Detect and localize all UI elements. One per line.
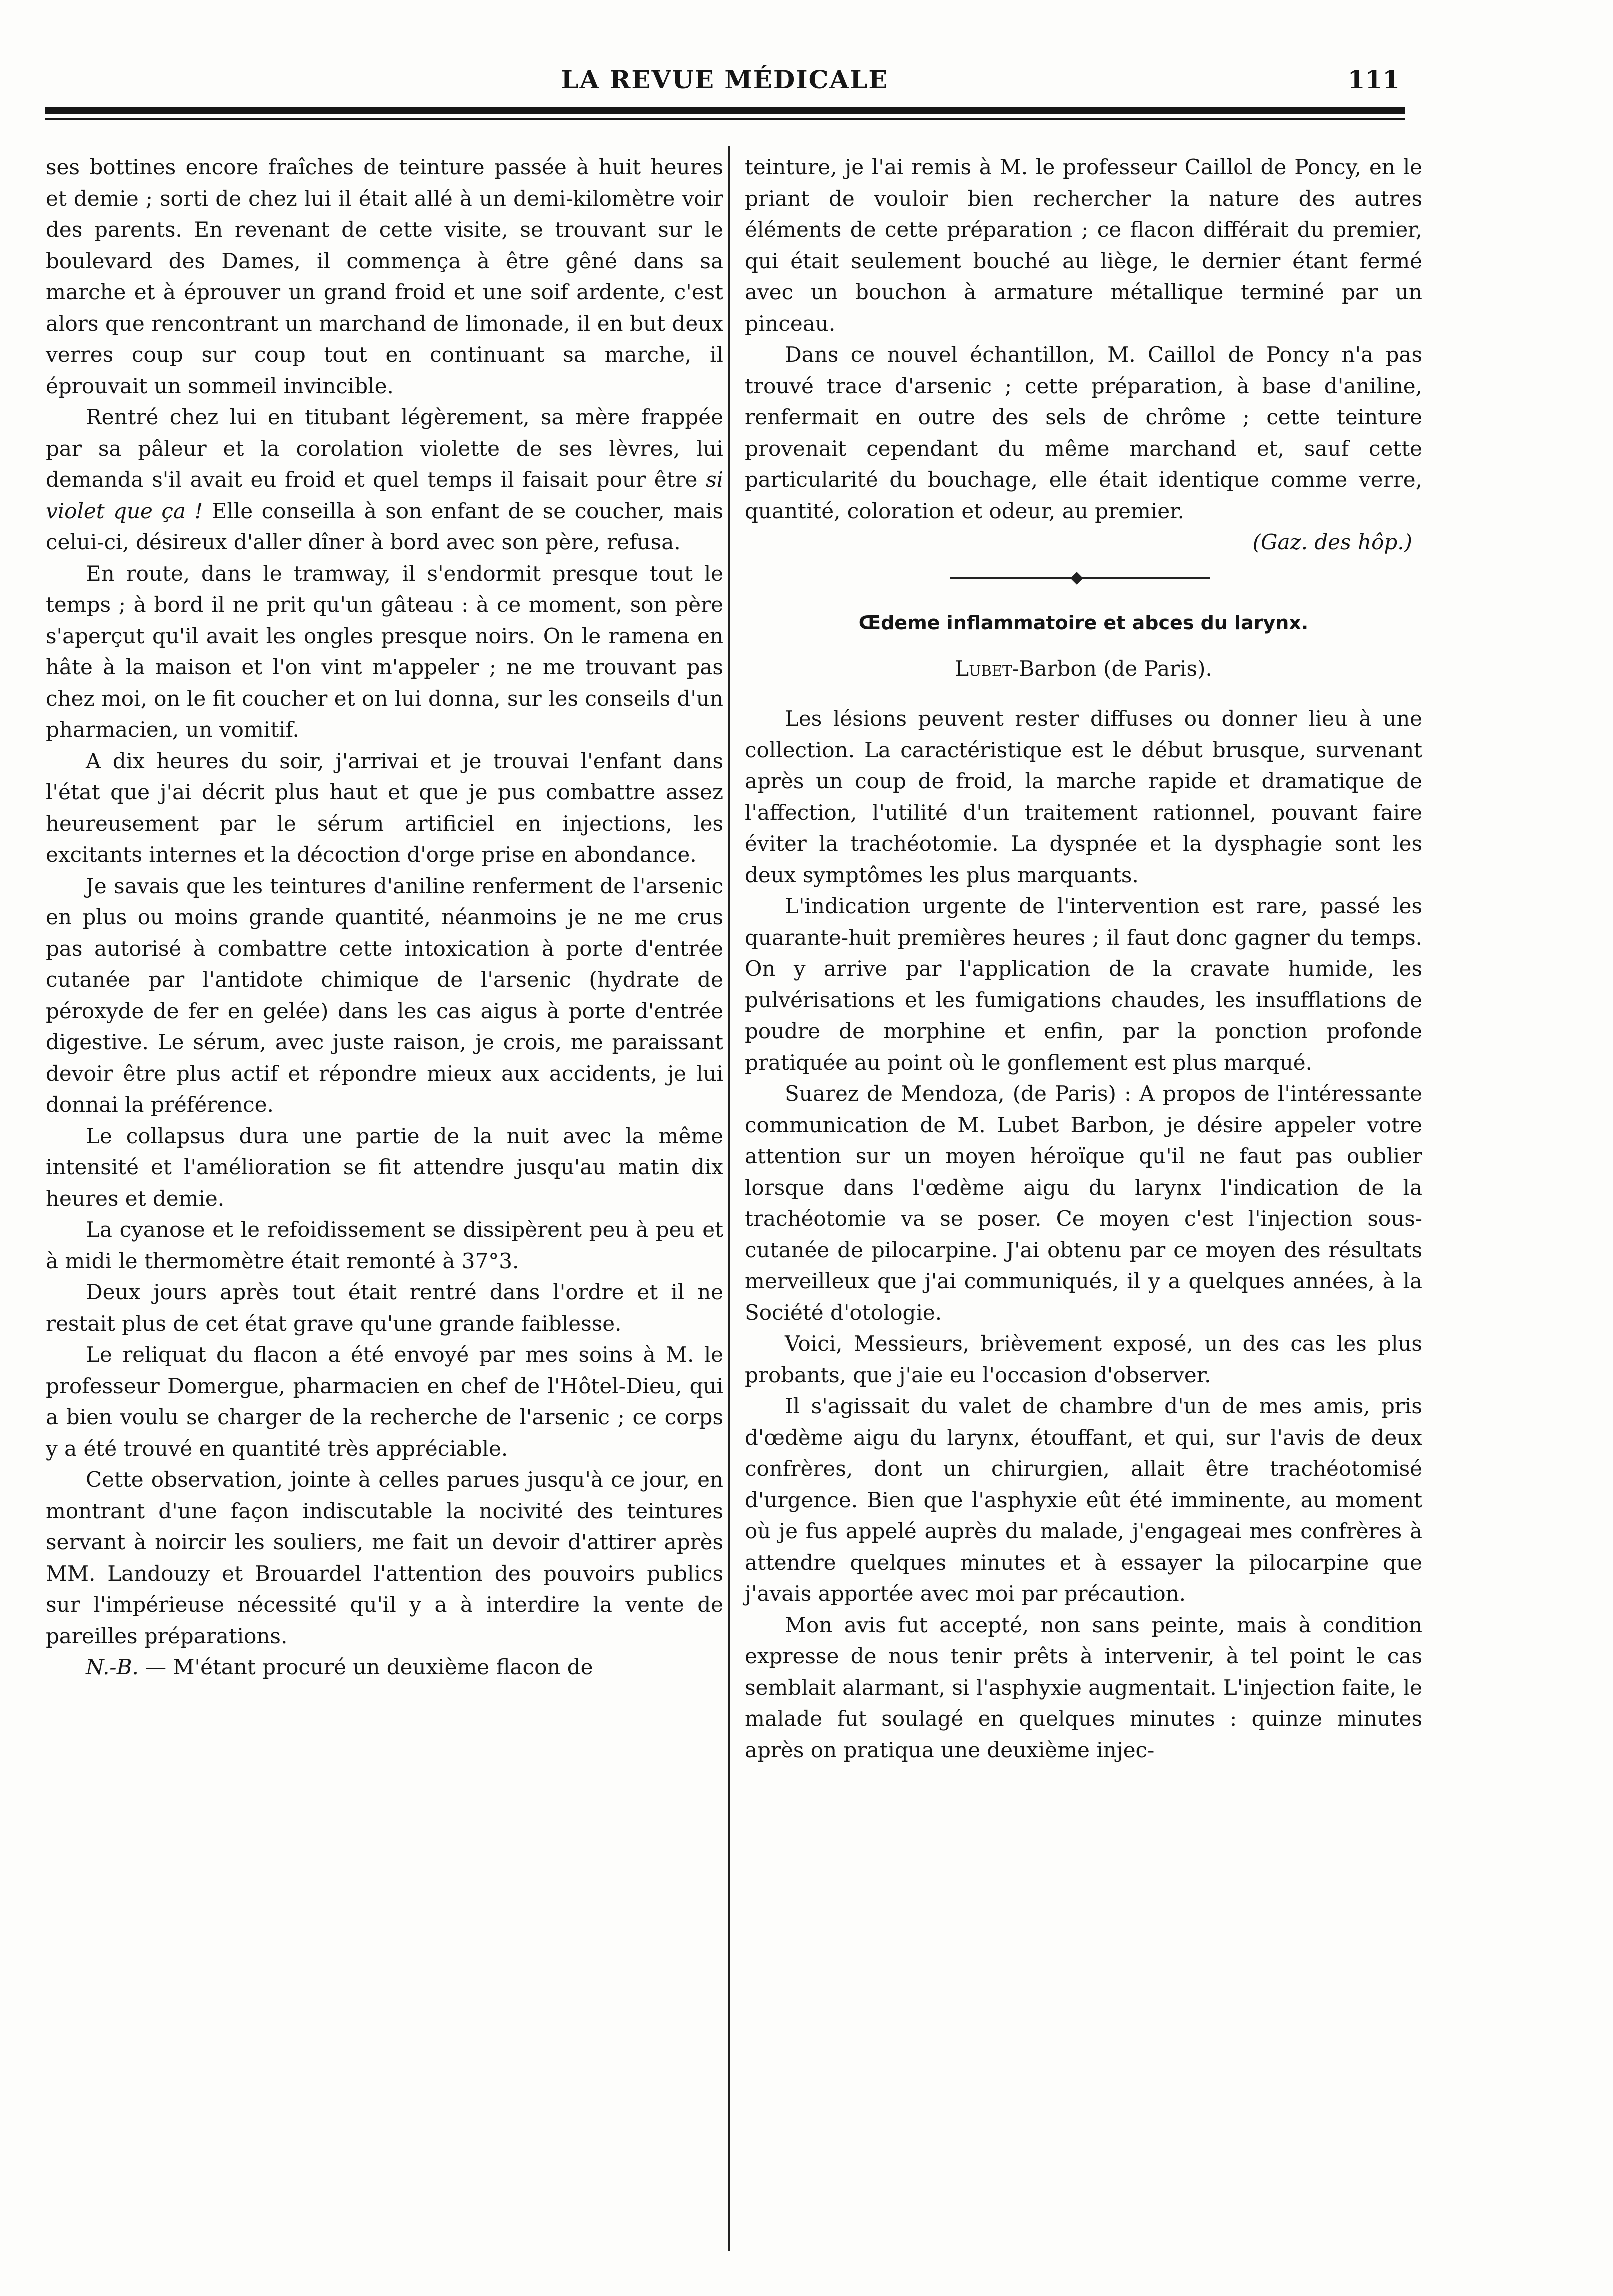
citation: (Gaz. des hôp.) (1252, 530, 1412, 554)
paragraph: ses bottines encore fraîches de teinture passée à huit heures et demie ; sorti de chez lui il était allé à un demi-kilomètre voir des parents. En revenant de cette visite, se trouvant sur le boulevard des Dames, il commença à être gêné dans sa marche et à éprouver un grand froid et une soif ardente, c'est alors que rencontrant un marchand de limonade, il en but deux verres coup sur coup tout en continuant sa marche, il éprouvait un sommeil invincible. (46, 155, 724, 398)
nb-label: N.-B. (86, 1655, 139, 1680)
paragraph: Cette observation, jointe à celles parues jusqu'à ce jour, en montrant d'une façon indiscutable la nocivité des teintures servant à noircir les souliers, me fait un devoir d'attirer après MM. Landouzy et Brouardel l'attention des pouvoirs publics sur l'impérieuse nécessité qu'il y a à interdire la vente de pareilles préparations. (46, 1468, 724, 1648)
nb-paragraph: N.-B. — M'étant procuré un deuxième flacon de (86, 1655, 594, 1680)
article-title: Œdeme inflammatoire et abces du larynx. (858, 612, 1309, 634)
paragraph: Rentré chez lui en titubant légèrement, sa mère frappée par sa pâleur et la corolation violette de ses lèvres, lui demanda s'il avait eu froid et quel temps il faisait pour être si violet que ça ! Elle conseilla à son enfant de se coucher, mais celui-ci, désireux d'aller dîner à bord avec son père, refusa. (46, 405, 724, 554)
paragraph: Je savais que les teintures d'aniline renferment de l'arsenic en plus ou moins grande quantité, néanmoins je ne me crus pas autorisé à combattre cette intoxication à porte d'entrée cutanée par l'antidote chimique de l'arsenic (hydrate de péroxyde de fer en gelée) dans les cas aigus à porte d'entrée digestive. Le sérum, avec juste raison, je crois, me paraissant devoir être plus actif et répondre mieux aux accidents, je lui donnai la préférence. (46, 874, 724, 1117)
italic-quote: si violet que ça ! (46, 468, 724, 524)
header-rule-thick (45, 107, 1405, 114)
journal-title: LA REVUE MÉDICALE (561, 65, 889, 94)
page-number: 111 (1348, 65, 1400, 94)
running-header (45, 59, 1405, 104)
paragraph: Le collapsus dura une partie de la nuit avec la même intensité et l'amélioration se fit attendre jusqu'au matin dix heures et demie. (46, 1124, 724, 1211)
column-divider (728, 146, 730, 2251)
right-column (745, 152, 1422, 1766)
header-rule-thin (45, 118, 1405, 120)
paragraph: Deux jours après tout était rentré dans l'ordre et il ne restait plus de cet état grave qu'une grande faiblesse. (46, 1280, 724, 1336)
article-author: Lubet-Barbon (de Paris). (955, 656, 1212, 681)
paragraph: A dix heures du soir, j'arrivai et je trouvai l'enfant dans l'état que j'ai décrit plus haut et que je pus combattre assez heureusement par le sérum artificiel en injections, les excitants internes et la décoction d'orge prise en abondance. (46, 748, 724, 867)
paragraph: Suarez de Mendoza, (de Paris) : A propos de l'intéressante communication de M. Lubet Barbon, je désire appeler votre attention sur un moyen héroïque qu'il ne faut pas oublier lorsque dans l'œdème aigu du larynx l'indication de la trachéotomie va se poser. Ce moyen c'est l'injection sous-cutanée de pilocarpine. J'ai obtenu par ce moyen des résultats merveilleux que j'ai communiqués, il y a quelques années, à la Société d'otologie. (745, 1082, 1422, 1325)
paragraph: teinture, je l'ai remis à M. le professeur Caillol de Poncy, en le priant de vouloir bien rechercher la nature des autres éléments de cette préparation ; ce flacon différait du premier, qui était seulement bouché au liège, le dernier étant fermé avec un bouchon à armature métallique terminé par un pinceau. (745, 155, 1422, 336)
paragraph: Voici, Messieurs, brièvement exposé, un des cas les plus probants, que j'aie eu l'occasion d'observer. (745, 1332, 1422, 1388)
left-column (46, 152, 724, 1684)
paragraph: L'indication urgente de l'intervention est rare, passé les quarante-huit premières heures ; il faut donc gagner du temps. On y arrive par l'application de la cravate humide, les pulvérisations et les fumigations chaudes, les insufflations de poudre de morphine et enfin, par la ponction profonde pratiquée au point où le gonflement est plus marqué. (745, 894, 1422, 1075)
section-separator (745, 558, 1422, 604)
paragraph: Il s'agissait du valet de chambre d'un de mes amis, pris d'œdème aigu du larynx, étouffant, et qui, sur l'avis de deux confrères, dont un chirurgien, allait être trachéotomisé d'urgence. Bien que l'asphyxie eût été imminente, au moment où je fus appelé auprès du malade, j'engageai mes confrères à attendre quelques minutes et à essayer la pilocarpine que j'avais apportée avec moi par précaution. (745, 1394, 1422, 1606)
paragraph: En route, dans le tramway, il s'endormit presque tout le temps ; à bord il ne prit qu'un gâteau : à ce moment, son père s'aperçut qu'il avait les ongles presque noirs. On le ramena en hâte à la maison et l'on vint m'appeler ; ne me trouvant pas chez moi, on le fit coucher et on lui donna, sur les conseils d'un pharmacien, un vomitif. (46, 561, 724, 742)
paragraph: Dans ce nouvel échantillon, M. Caillol de Poncy n'a pas trouvé trace d'arsenic ; cette préparation, à base d'aniline, renfermait en outre des sels de chrôme ; cette teinture provenait cependant du même marchand et, sauf cette particularité du bouchage, elle était identique comme verre, quantité, coloration et odeur, au premier. (745, 342, 1422, 524)
paragraph: Les lésions peuvent rester diffuses ou donner lieu à une collection. La caractéristique est le début brusque, survenant après un coup de froid, la marche rapide et dramatique de l'affection, l'utilité d'un traitement rationnel, pouvant faire éviter la trachéotomie. La dyspnée et la dysphagie sont les deux symptômes les plus marquants. (745, 706, 1422, 888)
paragraph: Le reliquat du flacon a été envoyé par mes soins à M. le professeur Domergue, pharmacien en chef de l'Hôtel-Dieu, qui a bien voulu se charger de la recherche de l'arsenic ; ce corps y a été trouvé en quantité très appréciable. (46, 1342, 724, 1461)
paragraph: La cyanose et le refoidissement se dissipèrent peu à peu et à midi le thermomètre était remonté à 37°3. (46, 1218, 724, 1274)
paragraph: Mon avis fut accepté, non sans peinte, mais à condition expresse de nous tenir prêts à intervenir, à tel point le cas semblait alarmant, si l'asphyxie augmentait. L'injection faite, le malade fut soulagé en quelques minutes : quinze minutes après on pratiqua une deuxième injec- (745, 1612, 1422, 1762)
